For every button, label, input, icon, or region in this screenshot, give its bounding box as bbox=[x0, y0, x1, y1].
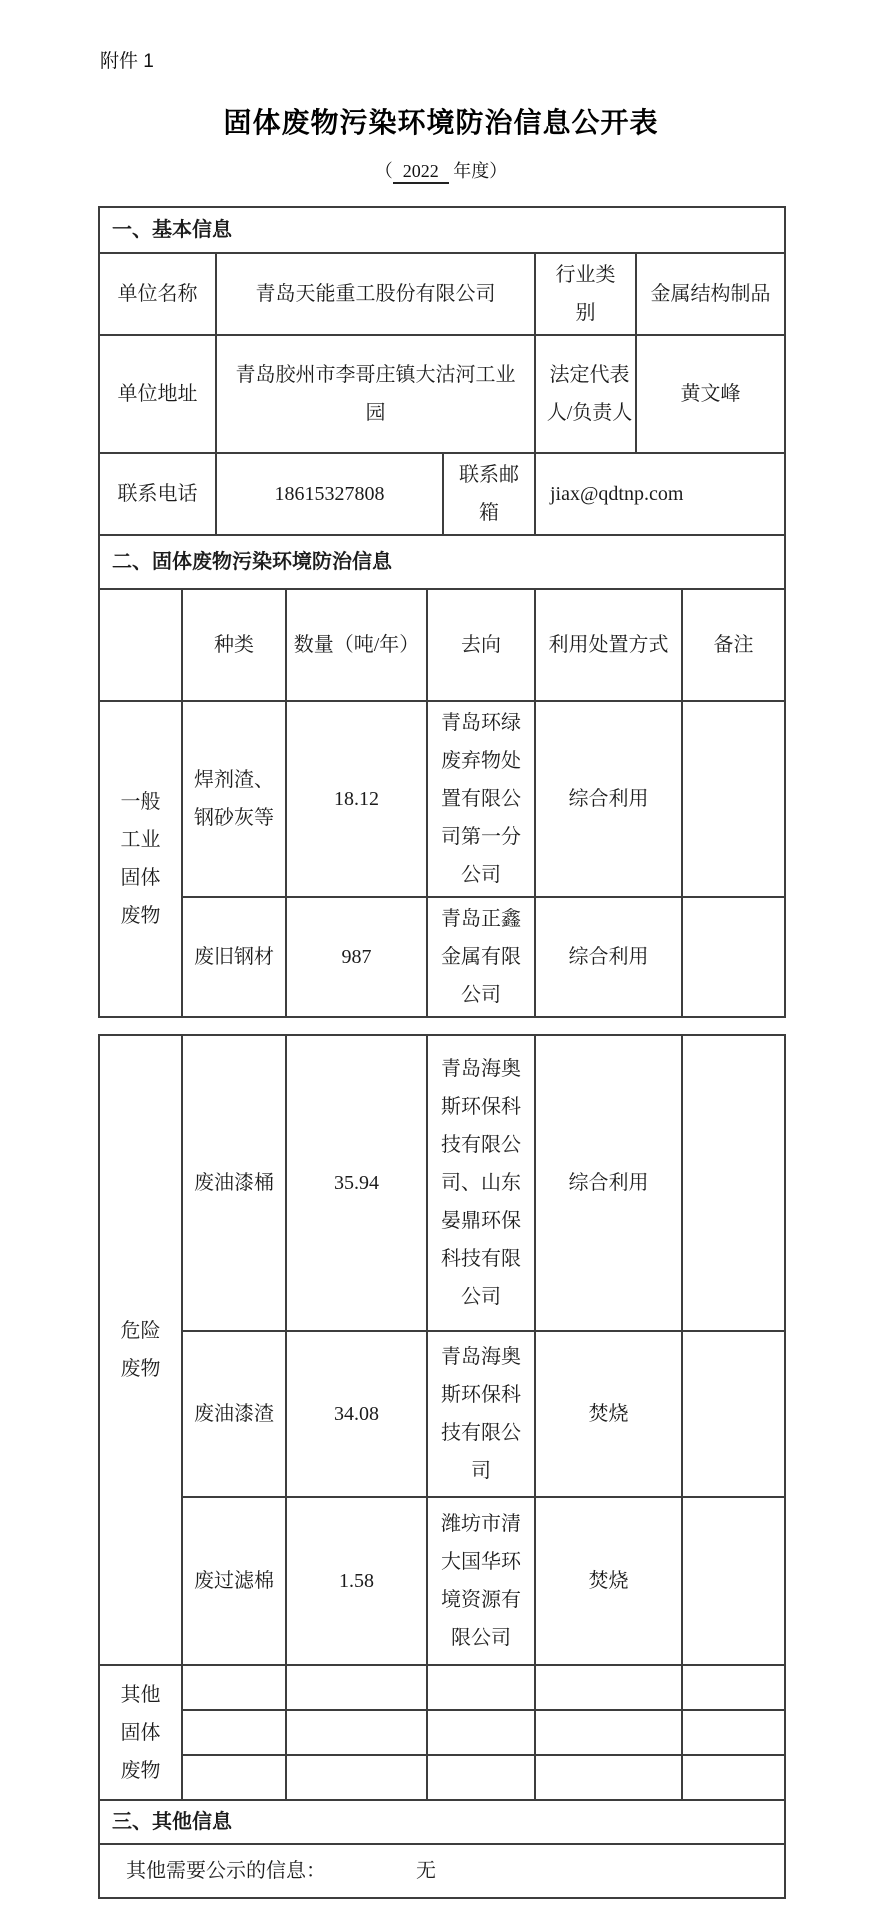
waste-type-cell bbox=[182, 1755, 286, 1800]
section-heading-waste: 二、固体废物污染环境防治信息 bbox=[99, 535, 785, 589]
waste-destination-cell bbox=[427, 1710, 535, 1755]
column-header-note: 备注 bbox=[682, 589, 785, 701]
section-heading-basic: 一、基本信息 bbox=[99, 207, 785, 253]
section-heading-other: 三、其他信息 bbox=[99, 1800, 785, 1844]
report-year: 2022 bbox=[393, 161, 449, 184]
table-row bbox=[99, 335, 785, 453]
email-value: jiax@qdtnp.com bbox=[535, 453, 785, 535]
column-header-category bbox=[99, 589, 182, 701]
waste-amount-cell bbox=[286, 1665, 427, 1710]
waste-method-cell: 综合利用 bbox=[535, 1035, 682, 1331]
waste-amount-cell: 18.12 bbox=[286, 701, 427, 897]
table-row bbox=[99, 1497, 785, 1665]
section-heading-row-waste bbox=[99, 535, 785, 589]
legal-rep-label: 法定代表人/负责人 bbox=[535, 335, 636, 453]
industry-value: 金属结构制品 bbox=[636, 253, 785, 335]
table-row bbox=[99, 1035, 785, 1331]
column-header-type: 种类 bbox=[182, 589, 286, 701]
unit-name-value: 青岛天能重工股份有限公司 bbox=[216, 253, 535, 335]
page-title: 固体废物污染环境防治信息公开表 bbox=[223, 108, 659, 139]
waste-type-cell: 废油漆渣 bbox=[182, 1331, 286, 1497]
table-row bbox=[99, 1844, 785, 1898]
waste-note-cell bbox=[682, 1035, 785, 1331]
column-header-row bbox=[99, 589, 785, 701]
doc-subtitle bbox=[0, 157, 882, 184]
table-row bbox=[99, 701, 785, 897]
section-heading-row-basic bbox=[99, 207, 785, 253]
waste-method-cell: 焚烧 bbox=[535, 1331, 682, 1497]
basic-info-table bbox=[98, 206, 786, 536]
waste-note-cell bbox=[682, 1331, 785, 1497]
waste-destination-cell: 青岛正鑫金属有限公司 bbox=[427, 897, 535, 1017]
waste-note-cell bbox=[682, 897, 785, 1017]
other-info-value: 无 bbox=[416, 1860, 436, 1882]
table-row bbox=[99, 897, 785, 1017]
other-info-table bbox=[98, 1799, 786, 1899]
table-row bbox=[99, 1665, 785, 1710]
attachment-label: 附件 1 bbox=[100, 51, 154, 72]
waste-note-cell bbox=[682, 1665, 785, 1710]
waste-amount-cell: 34.08 bbox=[286, 1331, 427, 1497]
waste-method-cell: 综合利用 bbox=[535, 897, 682, 1017]
waste-amount-cell bbox=[286, 1755, 427, 1800]
section-heading-row-other bbox=[99, 1800, 785, 1844]
column-header-method: 利用处置方式 bbox=[535, 589, 682, 701]
table-row bbox=[99, 253, 785, 335]
table-row bbox=[99, 1331, 785, 1497]
waste-amount-cell bbox=[286, 1710, 427, 1755]
waste-info-table-upper bbox=[98, 534, 786, 1018]
waste-type-cell: 废油漆桶 bbox=[182, 1035, 286, 1331]
waste-amount-cell: 1.58 bbox=[286, 1497, 427, 1665]
waste-type-cell bbox=[182, 1665, 286, 1710]
table-row bbox=[99, 1755, 785, 1800]
waste-note-cell bbox=[682, 701, 785, 897]
other-info-cell bbox=[99, 1844, 785, 1898]
waste-method-cell bbox=[535, 1665, 682, 1710]
waste-method-cell: 焚烧 bbox=[535, 1497, 682, 1665]
waste-amount-cell: 987 bbox=[286, 897, 427, 1017]
phone-value: 18615327808 bbox=[216, 453, 443, 535]
column-header-amount: 数量（吨/年） bbox=[286, 589, 427, 701]
waste-method-cell bbox=[535, 1710, 682, 1755]
waste-method-cell: 综合利用 bbox=[535, 701, 682, 897]
waste-note-cell bbox=[682, 1755, 785, 1800]
waste-note-cell bbox=[682, 1497, 785, 1665]
waste-type-cell: 废旧钢材 bbox=[182, 897, 286, 1017]
waste-amount-cell: 35.94 bbox=[286, 1035, 427, 1331]
waste-destination-cell bbox=[427, 1755, 535, 1800]
waste-destination-cell: 青岛海奥斯环保科技有限公司 bbox=[427, 1331, 535, 1497]
waste-destination-cell: 青岛环绿废弃物处置有限公司第一分公司 bbox=[427, 701, 535, 897]
waste-info-table-lower bbox=[98, 1034, 786, 1801]
group-label-hazardous-waste: 危险废物 bbox=[99, 1035, 182, 1665]
legal-rep-value: 黄文峰 bbox=[636, 335, 785, 453]
subtitle-close: 年度） bbox=[453, 161, 508, 181]
address-value: 青岛胶州市李哥庄镇大沽河工业园 bbox=[216, 335, 535, 453]
industry-label: 行业类别 bbox=[535, 253, 636, 335]
unit-name-label: 单位名称 bbox=[99, 253, 216, 335]
email-label: 联系邮箱 bbox=[443, 453, 535, 535]
table-row bbox=[99, 453, 785, 535]
column-header-destination: 去向 bbox=[427, 589, 535, 701]
waste-type-cell: 废过滤棉 bbox=[182, 1497, 286, 1665]
waste-method-cell bbox=[535, 1755, 682, 1800]
other-info-label: 其他需要公示的信息： bbox=[126, 1860, 326, 1882]
waste-destination-cell: 青岛海奥斯环保科技有限公司、山东晏鼎环保科技有限公司 bbox=[427, 1035, 535, 1331]
group-label-general-waste: 一般工业固体废物 bbox=[99, 701, 182, 1017]
table-row bbox=[99, 1710, 785, 1755]
waste-destination-cell: 潍坊市清大国华环境资源有限公司 bbox=[427, 1497, 535, 1665]
group-label-other-solid-waste: 其他固体废物 bbox=[99, 1665, 182, 1800]
form-content bbox=[98, 206, 784, 1899]
waste-type-cell bbox=[182, 1710, 286, 1755]
address-label: 单位地址 bbox=[99, 335, 216, 453]
waste-note-cell bbox=[682, 1710, 785, 1755]
subtitle-open-paren: （ bbox=[374, 161, 393, 181]
waste-type-cell: 焊剂渣、钢砂灰等 bbox=[182, 701, 286, 897]
phone-label: 联系电话 bbox=[99, 453, 216, 535]
waste-destination-cell bbox=[427, 1665, 535, 1710]
